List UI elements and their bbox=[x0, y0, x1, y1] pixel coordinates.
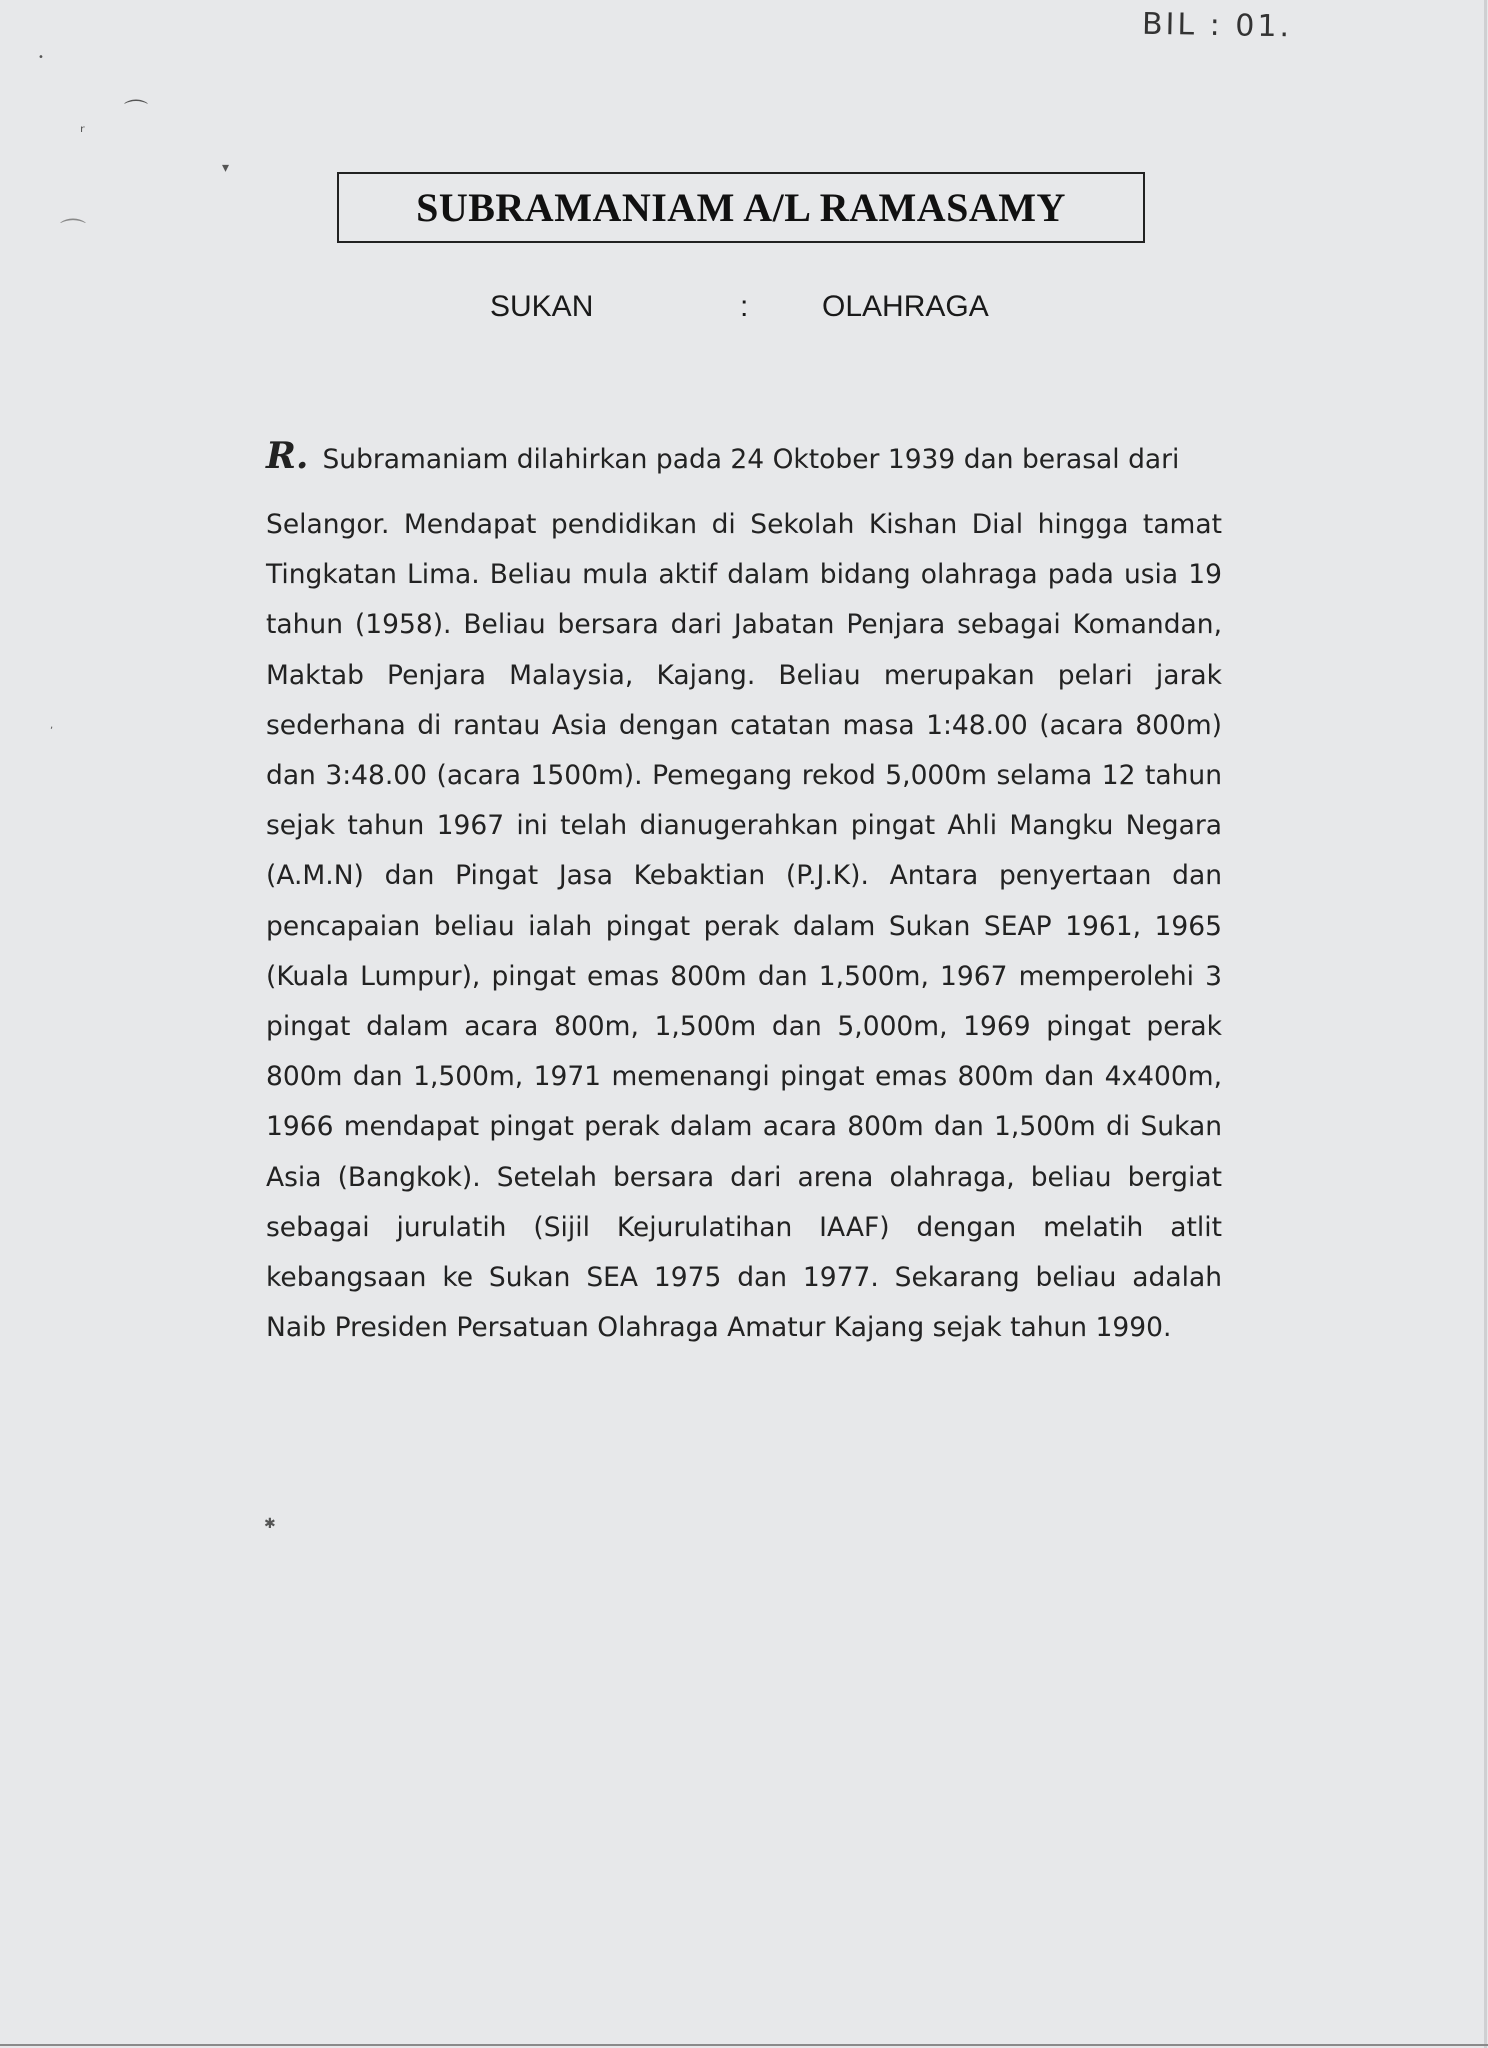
scan-speck: ʳ bbox=[80, 122, 85, 143]
scan-speck: ✱ bbox=[264, 1516, 276, 1532]
sport-label: SUKAN bbox=[490, 290, 594, 323]
biography-first-line bbox=[266, 434, 1222, 478]
biography-first-line-text: Subramaniam dilahirkan pada 24 Oktober 1939 dan berasal dari bbox=[322, 444, 1180, 475]
scan-speck: ▾ bbox=[222, 160, 230, 176]
sport-separator: : bbox=[740, 290, 749, 323]
biography-initial: R. bbox=[266, 435, 309, 477]
scan-bottom-edge bbox=[0, 2044, 1488, 2046]
title-box bbox=[337, 172, 1145, 243]
scan-speck: ⌒ bbox=[124, 98, 148, 126]
page-title: SUBRAMANIAM A/L RAMASAMY bbox=[416, 185, 1066, 230]
sport-row bbox=[0, 290, 1488, 330]
sport-value: OLAHRAGA bbox=[822, 290, 989, 323]
scan-speck: , bbox=[50, 720, 54, 731]
scan-speck: ⌒ bbox=[60, 218, 87, 248]
scan-edge bbox=[1484, 0, 1487, 2048]
biography-paragraph: Selangor. Mendapat pendidikan di Sekolah Kishan Dial hingga tamat Tingkatan Lima. Beliau mula aktif dalam bidang olahraga pada usia 19 tahun (1958). Beliau bersara dari Jabatan Penjara sebagai Komandan, Maktab Penjara Malaysia, Kajang. Beliau merupakan pelari jarak sederhana di rantau Asia dengan catatan masa 1:48.00 (acara 800m) dan 3:48.00 (acara 1500m). Pemegang rekod 5,000m selama 12 tahun sejak tahun 1967 ini telah dianugerahkan pingat Ahli Mangku Negara (A.M.N) dan Pingat Jasa Kebaktian (P.J.K). Antara penyertaan dan pencapaian beliau ialah pingat perak dalam Sukan SEAP 1961, 1965 (Kuala Lumpur), pingat emas 800m dan 1,500m, 1967 memperolehi 3 pingat dalam acara 800m, 1,500m dan 5,000m, 1969 pingat perak 800m dan 1,500m, 1971 memenangi pingat emas 800m dan 4x400m, 1966 mendapat pingat perak dalam acara 800m dan 1,500m di Sukan Asia (Bangkok). Setelah bersara dari arena olahraga, beliau bergiat sebagai jurulatih (Sijil Kejurulatihan IAAF) dengan melatih atlit kebangsaan ke Sukan SEA 1975 dan 1977. Sekarang beliau adalah Naib Presiden Persatuan Olahraga Amatur Kajang sejak tahun 1990. bbox=[266, 509, 1222, 1344]
handwritten-page-reference: BIL : 01. bbox=[1141, 6, 1293, 45]
scan-speck: • bbox=[38, 52, 44, 63]
